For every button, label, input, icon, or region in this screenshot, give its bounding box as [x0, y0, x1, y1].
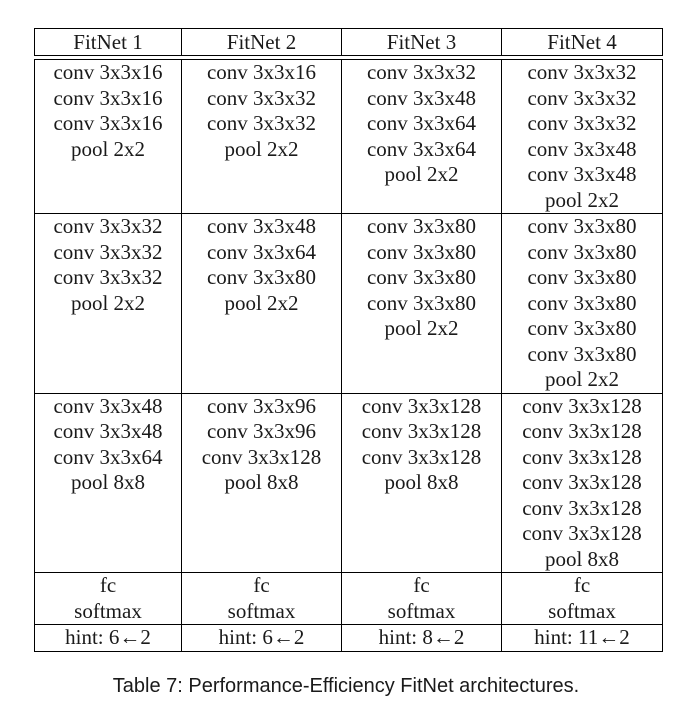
layer-entry: conv 3x3x32	[53, 265, 163, 289]
layer-entry: conv 3x3x80	[366, 214, 477, 238]
layer-entry: conv 3x3x48	[53, 419, 163, 443]
hint-fitnet-4: hint: 11←2	[502, 625, 663, 652]
layer-entry: conv 3x3x80	[527, 316, 637, 340]
block-3-fitnet-3-cell	[342, 393, 502, 573]
layer-entry: conv 3x3x80	[527, 239, 637, 264]
classifier-fitnet-2-cell	[182, 573, 342, 625]
layer-entry: conv 3x3x128	[522, 393, 642, 418]
layer-entry: conv 3x3x32	[527, 85, 637, 110]
layer-entry: conv 3x3x16	[53, 111, 163, 135]
layer-entry: softmax	[548, 598, 616, 623]
layer-entry: conv 3x3x16	[206, 60, 317, 84]
layer-entry: conv 3x3x32	[206, 111, 317, 135]
layer-entry: pool 2x2	[544, 367, 620, 391]
hint-fitnet-3: hint: 8←2	[342, 625, 502, 652]
header-fitnet-3: FitNet 3	[342, 29, 502, 56]
layer-entry: conv 3x3x32	[206, 85, 317, 110]
layer-entry: conv 3x3x48	[206, 214, 317, 238]
layer-entry: softmax	[74, 598, 142, 623]
layer-entry: conv 3x3x128	[522, 521, 642, 545]
layer-entry: conv 3x3x32	[527, 60, 637, 84]
layer-entry: pool 2x2	[224, 290, 299, 315]
layer-entry: conv 3x3x32	[53, 239, 163, 264]
layer-entry: conv 3x3x96	[206, 419, 317, 443]
layer-entry: conv 3x3x32	[53, 214, 163, 238]
layer-entry: conv 3x3x80	[527, 265, 637, 289]
layer-entry: conv 3x3x48	[527, 162, 637, 186]
block-row-1	[35, 60, 663, 214]
layer-entry: conv 3x3x32	[366, 60, 477, 84]
hint-fitnet-1: hint: 6←2	[35, 625, 182, 652]
layer-entry: conv 3x3x128	[361, 393, 482, 418]
classifier-row	[35, 573, 663, 625]
classifier-fitnet-1-cell	[35, 573, 182, 625]
classifier-fitnet-3-cell	[342, 573, 502, 625]
classifier-fitnet-4-cell	[502, 573, 663, 625]
layer-entry: conv 3x3x48	[366, 85, 477, 110]
fitnet-architecture-table	[34, 28, 663, 652]
block-2-fitnet-3-cell	[342, 214, 502, 394]
layer-entry: pool 2x2	[70, 136, 146, 161]
layer-entry: conv 3x3x16	[53, 85, 163, 110]
hint-row	[35, 625, 663, 652]
layer-entry: conv 3x3x80	[206, 265, 317, 289]
block-2-fitnet-4-cell	[502, 214, 663, 394]
layer-entry: pool 8x8	[224, 470, 299, 494]
header-fitnet-1: FitNet 1	[35, 29, 182, 56]
block-row-2	[35, 214, 663, 394]
table-caption: Table 7: Performance-Efficiency FitNet architectures.	[112, 675, 580, 697]
table-body	[35, 56, 663, 652]
layer-entry: conv 3x3x128	[522, 444, 642, 469]
layer-entry: conv 3x3x128	[361, 444, 482, 469]
layer-entry: conv 3x3x128	[522, 470, 642, 494]
header-row	[35, 29, 663, 56]
layer-entry: pool 2x2	[224, 136, 299, 161]
layer-entry: conv 3x3x64	[366, 111, 477, 135]
block-3-fitnet-4-cell	[502, 393, 663, 573]
block-2-fitnet-1-cell	[35, 214, 182, 394]
layer-entry: conv 3x3x64	[366, 136, 477, 161]
layer-entry: pool 2x2	[384, 316, 459, 340]
block-1-fitnet-4-cell	[502, 60, 663, 214]
table-header	[35, 29, 663, 56]
layer-entry: conv 3x3x32	[527, 111, 637, 135]
layer-entry: conv 3x3x64	[53, 444, 163, 469]
layer-entry: fc	[253, 573, 270, 597]
layer-entry: pool 8x8	[384, 470, 459, 494]
layer-entry: conv 3x3x128	[361, 419, 482, 443]
architecture-table-container	[34, 28, 662, 652]
layer-entry: pool 8x8	[70, 470, 146, 494]
block-1-fitnet-1-cell	[35, 60, 182, 214]
layer-entry: conv 3x3x80	[366, 239, 477, 264]
layer-entry: pool 8x8	[544, 546, 620, 571]
header-fitnet-4: FitNet 4	[502, 29, 663, 56]
layer-entry: conv 3x3x80	[366, 265, 477, 289]
block-3-fitnet-1-cell	[35, 393, 182, 573]
layer-entry: conv 3x3x64	[206, 239, 317, 264]
layer-entry: conv 3x3x80	[527, 290, 637, 315]
layer-entry: softmax	[227, 598, 296, 623]
layer-entry: conv 3x3x48	[527, 136, 637, 161]
layer-entry: fc	[99, 573, 117, 597]
header-fitnet-2: FitNet 2	[182, 29, 342, 56]
layer-entry: conv 3x3x96	[206, 393, 317, 418]
layer-entry: conv 3x3x128	[201, 444, 322, 469]
hint-fitnet-2: hint: 6←2	[182, 625, 342, 652]
layer-entry: softmax	[387, 598, 456, 623]
layer-entry: conv 3x3x16	[53, 60, 163, 84]
layer-entry: pool 2x2	[70, 290, 146, 315]
block-2-fitnet-2-cell	[182, 214, 342, 394]
layer-entry: conv 3x3x80	[527, 341, 637, 366]
layer-entry: fc	[413, 573, 430, 597]
layer-entry: pool 2x2	[384, 162, 459, 186]
block-row-3	[35, 393, 663, 573]
layer-entry: conv 3x3x128	[522, 419, 642, 443]
layer-entry: conv 3x3x128	[522, 495, 642, 520]
layer-entry: pool 2x2	[544, 187, 620, 212]
layer-entry: conv 3x3x80	[527, 214, 637, 238]
block-3-fitnet-2-cell	[182, 393, 342, 573]
layer-entry: conv 3x3x80	[366, 290, 477, 315]
block-1-fitnet-3-cell	[342, 60, 502, 214]
layer-entry: conv 3x3x48	[53, 393, 163, 418]
layer-entry: fc	[573, 573, 591, 597]
block-1-fitnet-2-cell	[182, 60, 342, 214]
